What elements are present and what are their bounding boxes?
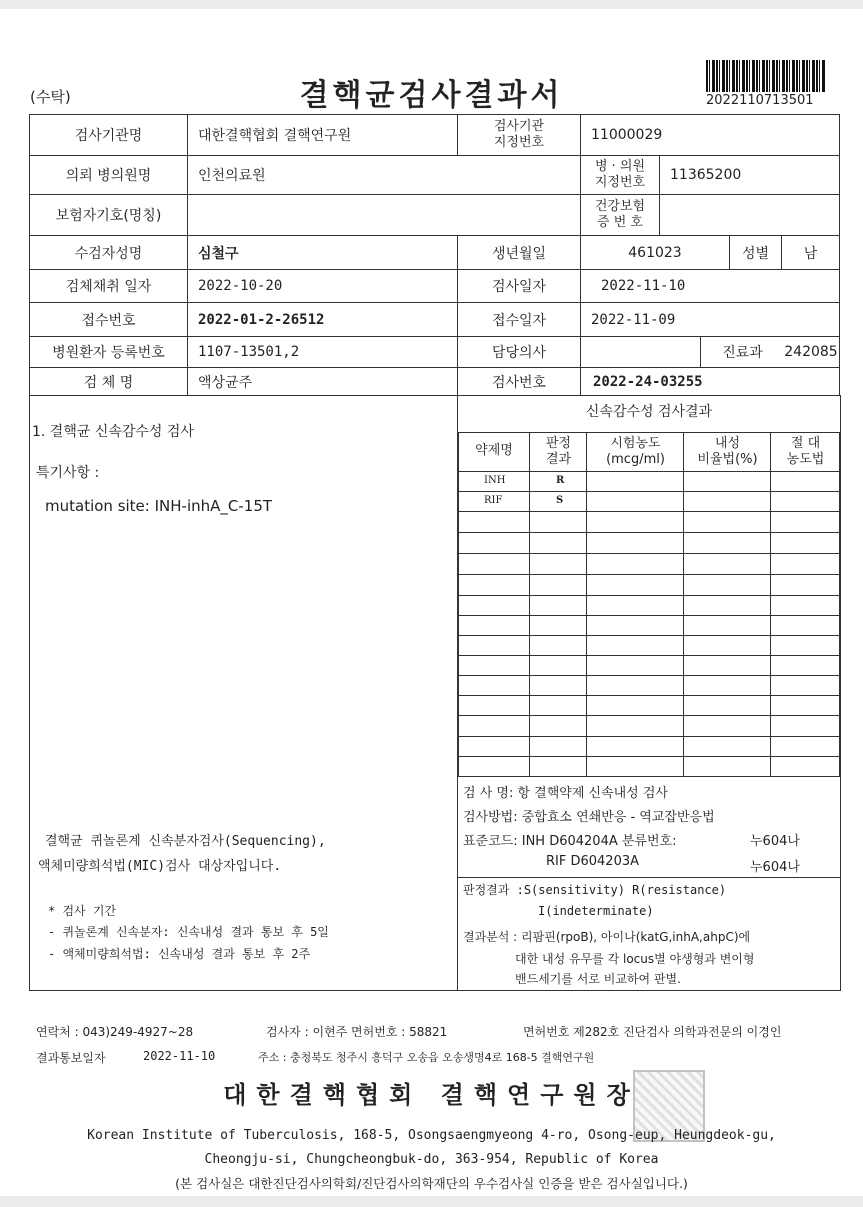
test-no-value: 2022-24-03255 bbox=[580, 367, 840, 396]
period-line-1: - 퀴놀론계 신속분자: 신속내성 결과 통보 후 5일 bbox=[48, 925, 329, 939]
method: 검사방법: 중합효소 연쇄반응 - 역교잡반응법 bbox=[463, 810, 715, 825]
code-2: RIF D604203A bbox=[546, 854, 640, 869]
dept-value: 242085 bbox=[783, 336, 840, 368]
notify-date: 2022-11-10 bbox=[143, 1049, 216, 1063]
birth-label: 생년월일 bbox=[457, 235, 581, 270]
test-date-label: 검사일자 bbox=[457, 269, 581, 303]
judge-line-2: I(indeterminate) bbox=[538, 904, 654, 918]
note-line-1: 결핵균 퀴놀론계 신속분자검사(Sequencing), bbox=[45, 834, 326, 849]
period-line-2: - 액체미량희석법: 신속내성 결과 통보 후 2주 bbox=[48, 947, 311, 961]
hospital-no-value: 1107-13501,2 bbox=[187, 336, 458, 368]
receipt-no-label: 접수번호 bbox=[29, 302, 188, 337]
specimen-value: 액상균주 bbox=[187, 367, 458, 396]
insurer-value bbox=[187, 194, 581, 236]
result-value-rif: S bbox=[556, 495, 564, 506]
consignment-label: (수탁) bbox=[30, 88, 71, 106]
contact: 연락처 : 043)249-4927~28 bbox=[36, 1025, 194, 1039]
table-row-line bbox=[458, 553, 840, 554]
top-edge bbox=[0, 0, 863, 9]
col-ratio-1: 내성 bbox=[714, 436, 741, 451]
req-value: 인천의료원 bbox=[187, 155, 581, 195]
table-row-line bbox=[458, 635, 840, 636]
analysis-line-1: 결과분석 : 리팜핀(rpoB), 아이나(katG,inhA,ahpC)에 bbox=[463, 930, 751, 944]
table-row-line bbox=[458, 675, 840, 676]
dept-label: 진료과 bbox=[700, 336, 784, 368]
sex-value: 남 bbox=[781, 235, 840, 270]
col-drug: 약제명 bbox=[475, 443, 513, 458]
receipt-no-value: 2022-01-2-26512 bbox=[187, 302, 458, 337]
col-abs-2: 농도법 bbox=[786, 452, 825, 467]
col-abs bbox=[771, 436, 840, 468]
health-value bbox=[659, 194, 840, 236]
col-judge-2: 결과 bbox=[545, 452, 572, 467]
test-date-value: 2022-11-10 bbox=[580, 269, 840, 303]
health-label bbox=[580, 194, 660, 236]
patient-label: 수검자성명 bbox=[29, 235, 188, 270]
code-1: 표준코드: INH D604204A 분류번호: bbox=[463, 834, 677, 849]
remarks-label: 특기사항 : bbox=[36, 465, 100, 481]
birth-value: 461023 bbox=[580, 235, 730, 270]
inst-code-label bbox=[457, 114, 581, 156]
section-title: 1. 결핵균 신속감수성 검사 bbox=[32, 424, 194, 440]
note-line-2: 액체미량희석법(MIC)검사 대상자입니다. bbox=[38, 859, 282, 874]
results-title: 신속감수성 검사결과 bbox=[585, 404, 713, 420]
table-row-line bbox=[458, 574, 840, 575]
specimen-label: 검 체 명 bbox=[29, 367, 188, 396]
col-ratio bbox=[684, 436, 771, 468]
test-no-label: 검사번호 bbox=[457, 367, 581, 396]
health-label-1: 건강보험 bbox=[594, 199, 646, 214]
col-abs-1: 절 대 bbox=[790, 436, 821, 451]
judge-line-1: 판정결과 :S(sensitivity) R(resistance) bbox=[463, 883, 727, 897]
examiner: 검사자 : 이현주 면허번호 : 58821 bbox=[266, 1025, 448, 1039]
page-title: 결핵균검사결과서 bbox=[299, 78, 564, 113]
method-name: 검 사 명: 항 결핵약제 신속내성 검사 bbox=[463, 786, 668, 801]
col-judge bbox=[530, 436, 587, 468]
inst-label: 검사기관명 bbox=[29, 114, 188, 156]
inst-value: 대한결핵협회 결핵연구원 bbox=[187, 114, 458, 156]
notify-label: 결과통보일자 bbox=[36, 1051, 106, 1065]
col-ratio-2: 비율법(%) bbox=[697, 452, 758, 467]
req-code-label-2: 지정번호 bbox=[594, 175, 646, 190]
barcode bbox=[706, 60, 826, 92]
certification-note: (본 검사실은 대한진단검사의학회/진단검사의학재단의 우수검사실 인증을 받은 검사실입니다.) bbox=[175, 1176, 688, 1191]
doctor-value bbox=[580, 336, 701, 368]
health-label-2: 증 번 호 bbox=[597, 215, 643, 230]
english-address-1: Korean Institute of Tuberculosis, 168-5, Osongsaengmyeong 4-ro, Osong-eup, Heungdeok-gu, bbox=[87, 1128, 776, 1143]
address: 주소 : 충청북도 청주시 흥덕구 오송읍 오송생명4로 168-5 결핵연구원 bbox=[258, 1051, 595, 1064]
code-2-no: 누604나 bbox=[750, 860, 800, 875]
analysis-line-3: 밴드세기를 서로 비교하여 판별. bbox=[515, 972, 681, 986]
table-row-line bbox=[458, 595, 840, 596]
req-code-label bbox=[580, 155, 660, 195]
inst-code-value: 11000029 bbox=[580, 114, 840, 156]
bottom-edge bbox=[0, 1196, 863, 1207]
doctor-label: 담당의사 bbox=[457, 336, 581, 368]
barcode-number: 2022110713501 bbox=[706, 93, 814, 108]
req-code-value: 11365200 bbox=[659, 155, 840, 195]
req-label: 의뢰 병의원명 bbox=[29, 155, 188, 195]
result-drug-rif: RIF bbox=[484, 495, 503, 506]
col-conc-1: 시험농도 bbox=[610, 436, 661, 451]
col-conc bbox=[587, 436, 684, 468]
hospital-no-label: 병원환자 등록번호 bbox=[29, 336, 188, 368]
analysis-line-2: 대한 내성 유무를 각 locus별 야생형과 변이형 bbox=[515, 952, 755, 966]
collect-value: 2022-10-20 bbox=[187, 269, 458, 303]
table-row-line bbox=[458, 655, 840, 656]
table-row-line bbox=[458, 695, 840, 696]
collect-label: 검체채취 일자 bbox=[29, 269, 188, 303]
insurer-label: 보험자기호(명칭) bbox=[29, 194, 188, 236]
english-address-2: Cheongju-si, Chungcheongbuk-do, 363-954, Republic of Korea bbox=[204, 1152, 659, 1167]
table-row-line bbox=[458, 491, 840, 492]
req-code-label-1: 병 · 의원 bbox=[594, 159, 646, 174]
mutation-site: mutation site: INH-inhA_C-15T bbox=[45, 497, 273, 515]
receipt-date-label: 접수일자 bbox=[457, 302, 581, 337]
institute-name: 대한결핵협회 결핵연구원장 bbox=[223, 1081, 640, 1109]
receipt-date-value: 2022-11-09 bbox=[580, 302, 840, 337]
col-conc-2: (mcg/ml) bbox=[606, 452, 665, 467]
code-1-no: 누604나 bbox=[750, 834, 800, 849]
period-title: * 검사 기간 bbox=[48, 904, 117, 918]
result-drug-inh: INH bbox=[484, 475, 506, 486]
patient-value: 심철구 bbox=[187, 235, 458, 270]
table-row-line bbox=[458, 511, 840, 512]
result-value-inh: R bbox=[556, 475, 565, 486]
license: 면허번호 제282호 진단검사 의학과전문의 이경인 bbox=[523, 1025, 782, 1039]
col-judge-1: 판정 bbox=[545, 436, 572, 451]
table-row-line bbox=[458, 532, 840, 533]
table-row-line bbox=[458, 736, 840, 737]
inst-code-label-2: 지정번호 bbox=[493, 135, 545, 150]
inst-code-label-1: 검사기관 bbox=[493, 119, 545, 134]
table-row-line bbox=[458, 615, 840, 616]
table-row-line bbox=[458, 715, 840, 716]
results-table bbox=[458, 432, 840, 777]
sex-label: 성별 bbox=[729, 235, 782, 270]
table-row-line bbox=[458, 756, 840, 757]
